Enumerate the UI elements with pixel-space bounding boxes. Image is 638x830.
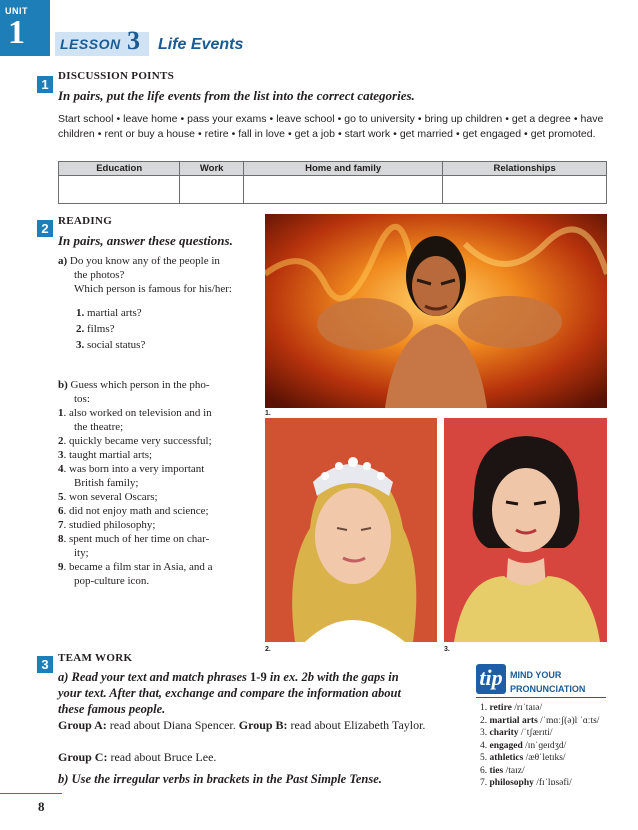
photo-bruce-lee-image <box>265 214 607 408</box>
photo-2-label: 2. <box>265 646 271 653</box>
section-3a-line: a) Read your text and match phrases 1-9 in ex. 2b with the gaps in <box>58 670 399 684</box>
pronunciation-item: 6. ties /taɪz/ <box>480 765 525 776</box>
section-2-instruction: In pairs, answer these questions. <box>58 233 233 248</box>
photo-3-label: 3. <box>444 646 450 653</box>
event-item: have children <box>58 113 604 140</box>
event-item: get a job <box>294 128 335 140</box>
question-b-line: tos: <box>74 393 90 405</box>
tip-title: MIND YOUR PRONUNCIATION <box>510 670 586 694</box>
pronunciation-list <box>480 702 599 790</box>
lesson-label: LESSON <box>60 36 121 52</box>
question-b-item: 2. quickly became very successful; <box>58 435 212 447</box>
question-b-item-cont: pop-culture icon. <box>74 575 150 587</box>
event-item: start work <box>344 128 391 140</box>
event-item: rent or buy a house <box>104 128 195 140</box>
tip-icon: tip <box>476 664 506 694</box>
section-3b-line: b) Use the irregular verbs in brackets in the Past Simple Tense. <box>58 772 382 786</box>
group-a-line: Group A: read about Diana Spencer. Group B: read about Elizabeth Taylor. <box>58 718 426 732</box>
question-b-item-cont: ity; <box>74 547 89 559</box>
pronunciation-item: 4. engaged /ɪnˈɡeɪdʒd/ <box>480 740 567 751</box>
column-header-work: Work <box>180 162 244 176</box>
group-c-line: Group C: read about Bruce Lee. <box>58 750 217 764</box>
photo-diana-spencer-image <box>265 418 437 642</box>
question-a-item: 3. social status? <box>76 339 146 351</box>
section-3a-line: these famous people. <box>58 702 166 716</box>
page-number-rule <box>0 793 62 794</box>
answer-cell-relationships[interactable] <box>443 176 607 204</box>
event-item: get engaged <box>462 128 522 140</box>
question-b-item: 3. taught martial arts; <box>58 449 153 461</box>
unit-tab <box>0 0 50 56</box>
photo-diana-spencer <box>265 418 437 642</box>
event-item: Start school <box>58 113 114 125</box>
question-a-item: 2. films? <box>76 323 115 335</box>
question-b-line: b) Guess which person in the pho- <box>58 379 210 391</box>
section-1-instruction: In pairs, put the life events from the list into the correct categories. <box>58 88 415 103</box>
pronunciation-item: 7. philosophy /fɪˈlɒsəfi/ <box>480 778 572 788</box>
lesson-number: 3 <box>127 26 140 55</box>
event-item: leave school <box>276 113 335 125</box>
event-item: go to university <box>344 113 415 125</box>
section-3-number: 3 <box>37 656 53 673</box>
question-b-item: 4. was born into a very important <box>58 463 205 475</box>
column-header-education: Education <box>59 162 180 176</box>
section-2-number: 2 <box>37 220 53 237</box>
question-b-item-cont: British family; <box>74 477 139 489</box>
pronunciation-item: 1. retire /rɪˈtaɪə/ <box>480 703 543 713</box>
photo-elizabeth-taylor <box>444 418 607 642</box>
question-b-item: 9. became a film star in Asia, and a <box>58 561 213 573</box>
event-item: bring up children <box>424 113 503 125</box>
event-item: leave home <box>123 113 178 125</box>
question-b-item-cont: the theatre; <box>74 421 124 433</box>
column-header-home-family: Home and family <box>243 162 442 176</box>
event-item: get promoted. <box>530 128 596 140</box>
question-a-line: Which person is famous for his/her: <box>74 283 232 295</box>
event-item: get married <box>399 128 453 140</box>
question-a-line: the photos? <box>74 269 125 281</box>
question-a-item: 1. martial arts? <box>76 307 142 319</box>
pronunciation-item: 3. charity /ˈtʃærɪti/ <box>480 728 553 738</box>
photo-bruce-lee <box>265 214 607 408</box>
column-header-relationships: Relationships <box>443 162 607 176</box>
unit-label: UNIT <box>5 6 28 16</box>
question-a-line: a) Do you know any of the people in <box>58 255 220 267</box>
unit-number: 1 <box>8 14 25 51</box>
section-1-number: 1 <box>37 76 53 93</box>
pronunciation-item: 5. athletics /æθˈletɪks/ <box>480 753 566 763</box>
event-item: pass your exams <box>187 113 267 125</box>
photo-elizabeth-taylor-image <box>444 418 607 642</box>
pronunciation-item: 2. martial arts /ˈmɑːʃ(ə)l ˈɑːts/ <box>480 715 600 726</box>
answer-cell-work[interactable] <box>180 176 244 204</box>
photo-1-label: 1. <box>265 410 271 417</box>
tip-divider <box>476 697 606 698</box>
section-3-heading: TEAM WORK <box>58 652 133 664</box>
section-3a-line: your text. After that, exchange and compare the information about <box>58 686 401 700</box>
life-events-list: Start school • leave home • pass your exams • leave school • go to university • bring up children • get a degree • have children • rent or buy a house • retire • fall in love • get a job • start work • get married • get engaged • get promoted. <box>58 113 604 140</box>
lesson-title: Life Events <box>158 36 244 53</box>
section-2-heading: READING <box>58 215 113 227</box>
question-b-item: 8. spent much of her time on char- <box>58 533 210 545</box>
page-number: 8 <box>38 799 45 814</box>
question-a-label: a <box>58 255 64 267</box>
section-1-heading: DISCUSSION POINTS <box>58 70 175 82</box>
answer-cell-home-family[interactable] <box>243 176 442 204</box>
question-b-item: 5. won several Oscars; <box>58 491 158 503</box>
event-item: get a degree <box>511 113 571 125</box>
answer-cell-education[interactable] <box>59 176 180 204</box>
event-item: fall in love <box>238 128 285 140</box>
question-b-item: 6. did not enjoy math and science; <box>58 505 209 517</box>
question-b-item: 7. studied philosophy; <box>58 519 156 531</box>
question-b-item: 1. also worked on television and in <box>58 407 212 419</box>
categories-table <box>58 161 607 204</box>
event-item: retire <box>204 128 229 140</box>
